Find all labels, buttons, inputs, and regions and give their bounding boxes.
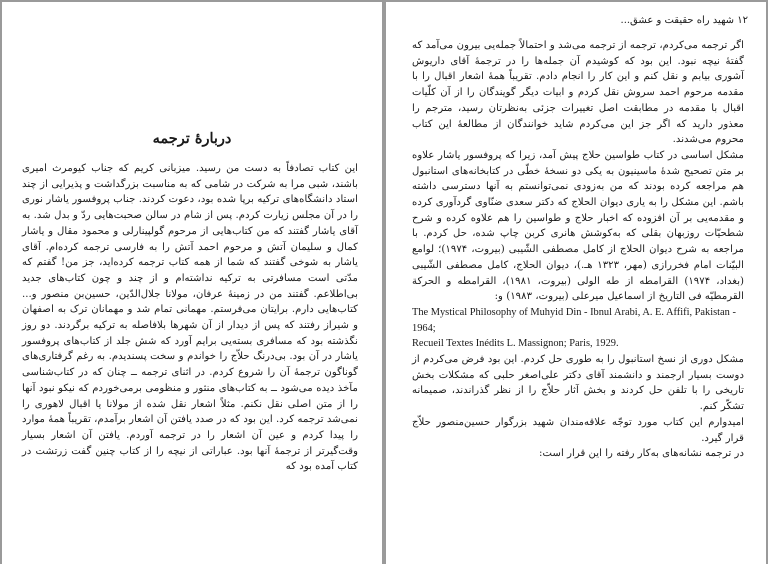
left-page-body (22, 161, 358, 475)
paragraph: مشکل دوری از نسخ استانبول را به طوری حل کردم. این بود فرض می‌کردم از دوست بسیار ارجمند و دانشمند آقای دکتر علی‌اصغر حلبی که مشکلات بخش تاریخی را با تلفن حل کردند و بخش آثار حلاّج را از نظر گذراندند، صمیمانه تشکّر کنم. (412, 354, 744, 413)
right-page-body (412, 38, 744, 462)
latin-reference: The Mystical Philosophy of Muhyid Din - Ibnul Arabi, A. E. Affifi, Pakistan - 1964; (412, 306, 736, 334)
paragraph: در ترجمه نشانه‌های به‌کار رفته را این قرار است: (539, 448, 744, 460)
left-page (2, 2, 382, 564)
paragraph: امیدوارم این کتاب مورد توجّه علاقه‌مندان شهید بزرگوار حسین‌منصور حلاّج قرار گیرد. (412, 416, 744, 444)
section-title: دربارهٔ ترجمه (152, 130, 232, 147)
right-page (386, 2, 766, 564)
latin-reference: Recueil Textes Inédits L. Massignon; Paris, 1929. (412, 338, 619, 350)
paragraph: اگر ترجمه می‌کردم، ترجمه از ترجمه می‌شد و احتمالاً جمله‌یی بیرون می‌آمد که گفتهٔ نیچه نبود. این بود که کوشیدم آن جمله‌ها را در ترجمهٔ آقای داریوش آشوری بیابم و نقل کنم و این کار را انجام دادم. تقریباً همهٔ اشعار اقبال را با مقدمه مرحوم احمد سروش نقل کردم و ابیات دیگر گویندگان را از آن کلّیات اقبال با مقدمه در مطابقت اصل تغییرات جزئی به‌نظرتان رسید، مترجم را معذور دارید که اگر جز این می‌کردم شاید خوانندگان از مطالعهٔ این کتاب محروم می‌شدند. (412, 40, 744, 146)
paragraph: مشکل اساسی در کتاب طواسین حلاج پیش آمد، زیرا که پروفسور یاشار علاوه بر متن تصحیح شدهٔ ماسینیون به یکی دو نسخهٔ خطّی در کتابخانه‌های استانبول هم مراجعه کرده بودند که من به‌زودی نمی‌توانستم به آنها دسترسی داشته باشم. این مشکل را به یاری دیوان الحلاج که دکتر سعدی ضنّاوی گردآوری کرده و مقدمه‌یی بر آن افزوده که اخبار حلاج و طواسین را هم علاوه کرده و شرح شطحیّات روزبهان بقلی که به‌کوشش هانری کربن چاپ شده، حل کردم. با مراجعه به شرح دیوان الحلاج از کامل مصطفی الشّیبی (بیروت، ۱۹۷۴)؛ لوامع البیّنات امام فخررازی (مهر، ۱۳۲۳ هـ.)، دیوان الحلاج، کامل مصطفی الشّیبی (بغداد، ۱۹۷۴) القرامطه از طه الولی (بیروت، ۱۹۸۱)، القرامطه و الحرکة القرمطیّه فی التاریخ از اسماعیل میرعلی (بیروت، ۱۹۸۳) و: (412, 149, 745, 303)
running-header: ۱۲ شهید راه حقیقت و عشق... (620, 15, 748, 26)
paragraph: این کتاب تصادفاً به دست من رسید. میزبانی کریم که جناب کیومرث امیری باشند، شبی مرا به شرکت در شامی که به مناسبت بزرگداشت و پذیرایی از چند استاد دانشگاه‌های ترکیه برپا شده بود، دعوت کردند. جناب پروفسور یاشار نوری را در آن مجلس زیارت کردم. پس از شام در سالن صحبت‌هایی ردّ و بدل شد. به آقای یاشار گفتند که من کتاب‌هایی از مرحوم گولپینارلی و محمود مقال و یاشار کمال و سلیمان آتش و مرحوم احمد آتش را به فارسی ترجمه کرده‌ام. آقای یاشار به شوخی گفتند که شما از همه کتاب ترجمه کرده‌اید، جز من! گفتم که مدّتی است مسافرتی به ترکیه نداشته‌ام و از چند و چون کتاب‌های جدید بی‌اطلاعم. گفتند من در زمینهٔ عرفان، مولانا جلال‌الدّین، حسین‌بن منصور و... کتاب‌هایی دارم. برایتان می‌فرستم. مهمانی تمام شد و مهمانان ترک به اصفهان و شیراز رفتند که پس از دیدار از آن شهرها بلافاصله به ترکیه برگردند. دو روز نگذشته بود که مسافری بسته‌یی برایم آورد که شش جلد از کتاب‌های پروفسور یاشار در آن بود. بی‌درنگ حلاّج را خواندم و سخت پسندیدم. به رغم گرفتاری‌های گوناگون ترجمهٔ آن را شروع کردم. در اثنای ترجمه ــ چنان که در کتاب‌شناسی مآخذ دیده می‌شود ــ به کتاب‌های منثور و منظومی برمی‌خوردم که نیکو نبود آنها را از متن اصلی نقل نکنم. مثلاً اشعار نقل شده از مولانا یا اقبال لاهوری را نمی‌شد ترجمه کرد. این بود که در صدد یافتن آن اشعار برآمدم، تقریباً همهٔ موارد را پیدا کردم و عین آن اشعار را در ترجمه آوردم. یافتن آن اشعار بسیار وقت‌گیرتر از ترجمهٔ آنها بود. عباراتی از نیچه را از کتاب چنین گفت زرتشت در کتاب آمده بود که (22, 163, 358, 473)
